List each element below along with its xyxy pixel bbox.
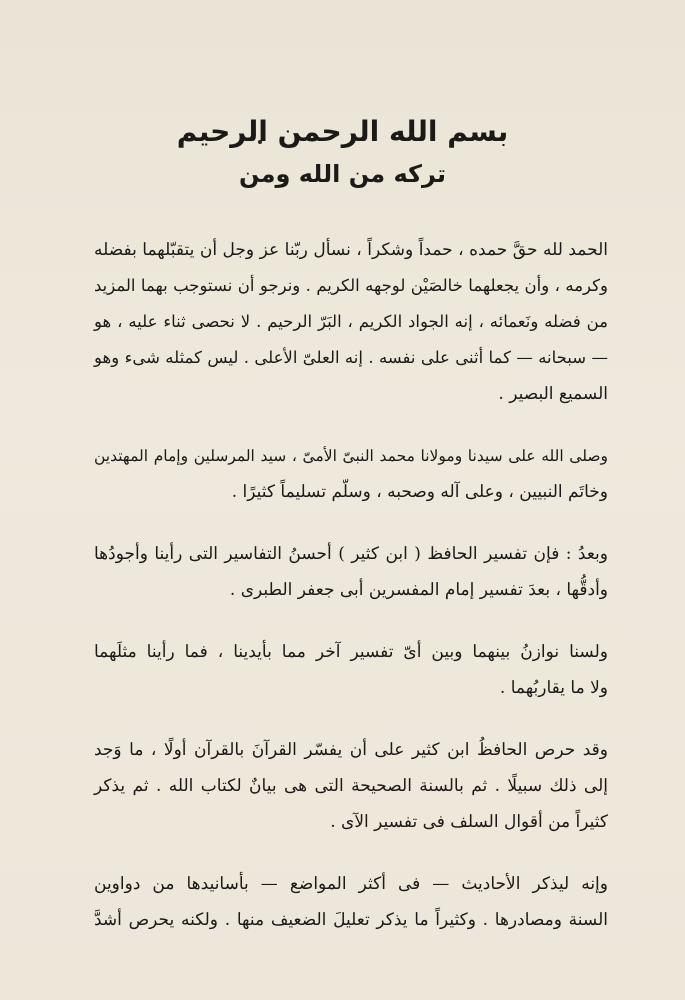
paragraph-comparison <box>94 634 608 706</box>
text-line: ولسنا نوازنُ بينهما وبين أىّ تفسير آخر مما بأيدينا ، فما رأينا مثلَهما <box>94 642 608 662</box>
basmala-heading: بسم الله الرحمن الرحيم <box>176 115 509 148</box>
text-line: إلى ذلك سبيلًا . ثم بالسنة الصحيحة التى هى بيانٌ لكتاب الله . ثم يذكر <box>94 776 608 796</box>
text-line: وصلى الله على سيدنا ومولانا محمد النبىّ الأمىّ ، سيد المرسلين وإمام المهتدين <box>94 447 608 465</box>
paragraph-hadith <box>94 866 608 938</box>
text-line: ولا ما يقاربُهما . <box>499 678 608 698</box>
subtitle-heading: تركه من الله ومن <box>239 160 446 188</box>
text-line: وبعدُ : فإن تفسير الحافظ ( ابن كثير ) أحسنُ التفاسير التى رأينا وأجودُها <box>94 544 608 564</box>
text-line: — سبحانه — كما أثنى على نفسه . إنه العلىّ الأعلى . ليس كمثله شىء وهو <box>94 348 608 367</box>
text-line: السنة ومصادرها . وكثيراً ما يذكر تعليلَ الضعيف منها . ولكنه يحرص أشدَّ <box>94 910 608 930</box>
paragraph-method <box>94 732 608 840</box>
text-line: وخاتَم النبيين ، وعلى آله وصحبه ، وسلّم تسليماً كثيرًا . <box>231 482 608 502</box>
paragraph-praise <box>94 232 608 412</box>
text-line: الحمد لله حقَّ حمده ، حمداً وشكراً ، نسأل ربّنا عز وجل أن يتقبّلهما بفضله <box>94 240 608 260</box>
paragraph-introduction <box>94 536 608 608</box>
page-body <box>94 232 608 964</box>
text-line: وقد حرص الحافظُ ابن كثير على أن يفسّر القرآنَ بالقرآن أولًا ، ما وَجد <box>94 740 608 760</box>
text-line: وأدقُّها ، بعدَ تفسير إمام المفسرين أبى جعفر الطبرى . <box>229 580 608 600</box>
text-line: وكرمه ، وأن يجعلهما خالصَيْن لوجهه الكريم . ونرجو أن نستوجب بهما المزيد <box>94 276 608 295</box>
text-line: وإنه ليذكر الأحاديث — فى أكثر المواضع — بأسانيدها من دواوين <box>94 874 608 894</box>
text-line: السميع البصير . <box>498 384 608 404</box>
text-line: من فضله ونَعمائه ، إنه الجواد الكريم ، البَرّ الرحيم . لا نحصى ثناء عليه ، هو <box>94 312 608 331</box>
paragraph-salutation <box>94 438 608 510</box>
text-line: كثيراً من أقوال السلف فى تفسير الآى . <box>330 812 608 832</box>
page-header <box>0 112 685 192</box>
